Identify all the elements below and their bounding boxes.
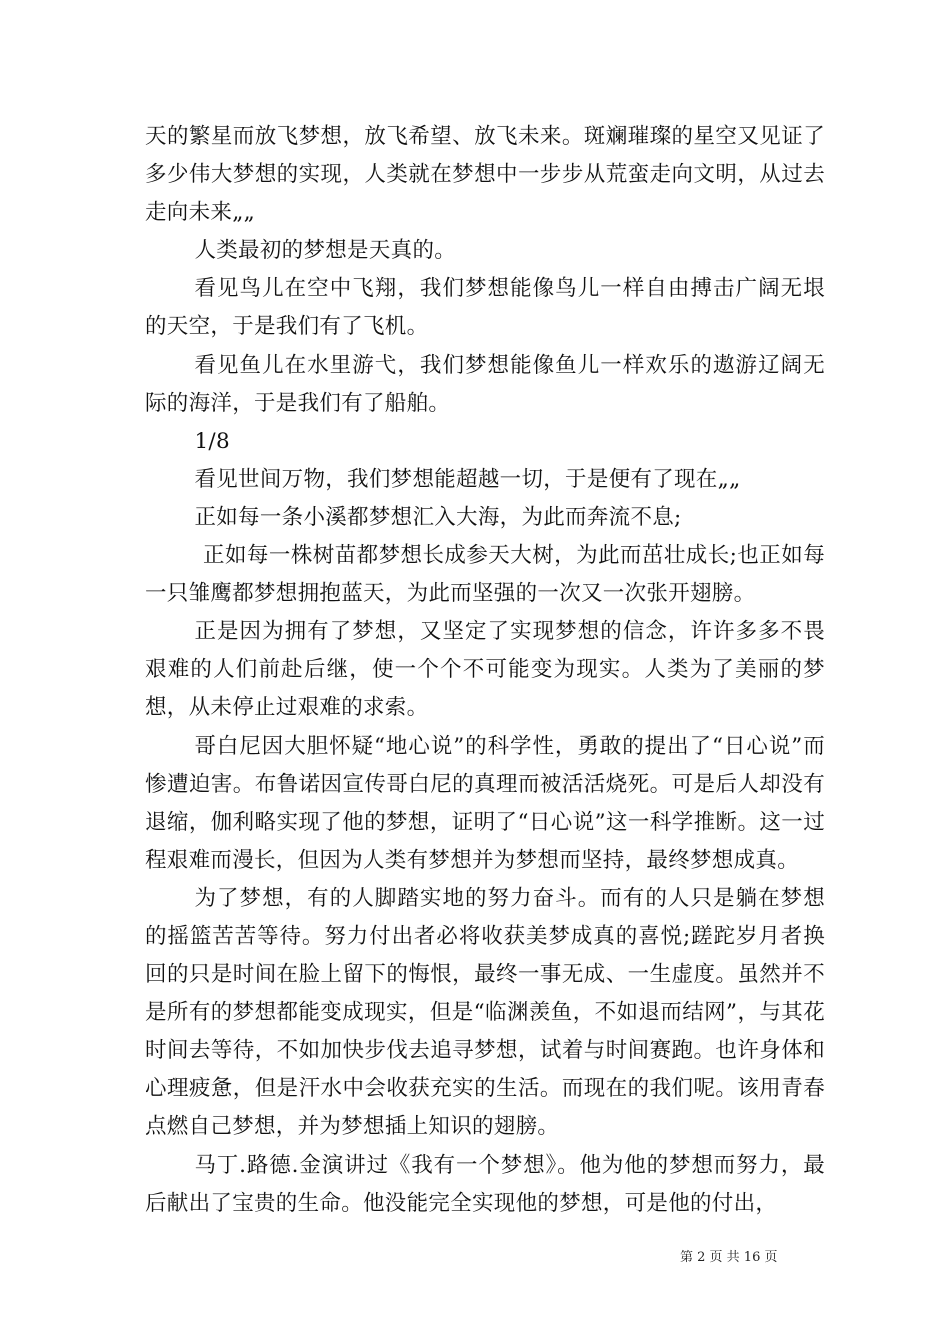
- paragraph-3: 看见鸟儿在空中飞翔，我们梦想能像鸟儿一样自由搏击广阔无垠的天空，于是我们有了飞机。: [145, 276, 825, 340]
- page-marker-text: 1/8: [194, 428, 230, 454]
- paragraph-10: 为了梦想，有的人脚踏实地的努力奋斗。而有的人只是躺在梦想的摇篮苦苦等待。努力付出者必将收获美梦成真的喜悦;蹉跎岁月者换回的只是时间在脸上留下的悔恨，最终一事无成、一生虚度。虽然并不是所有的梦想都能变成现实，但是“临渊羡鱼，不如退而结网”，与其花时间去等待，不如加快步伐去追寻梦想，试着与时间赛跑。也许身体和心理疲惫，但是汗水中会收获充实的生活。而现在的我们呢。该用青春点燃自己梦想，并为梦想插上知识的翅膀。: [145, 885, 825, 1140]
- paragraph-6: 正如每一条小溪都梦想汇入大海，为此而奔流不息;: [194, 504, 682, 530]
- paragraph-1: 天的繁星而放飞梦想，放飞希望、放飞未来。斑斓璀璨的星空又见证了多少伟大梦想的实现，人类就在梦想中一步步从荒蛮走向文明，从过去走向未来„„: [145, 124, 825, 226]
- paragraph-9: 哥白尼因大胆怀疑“地心说”的科学性，勇敢的提出了“日心说”而惨遭迫害。布鲁诺因宣传哥白尼的真理而被活活烧死。可是后人却没有退缩，伽利略实现了他的梦想，证明了“日心说”这一科学推断。这一过程艰难而漫长，但因为人类有梦想并为梦想而坚持，最终梦想成真。: [145, 733, 825, 873]
- paragraph-7: 正如每一株树苗都梦想长成参天大树，为此而茁壮成长;也正如每一只雏鹰都梦想拥抱蓝天，为此而坚强的一次又一次张开翅膀。: [145, 543, 825, 607]
- paragraph-5: 看见世间万物，我们梦想能超越一切，于是便有了现在„„: [194, 466, 741, 492]
- paragraph-11: 马丁.路德.金演讲过《我有一个梦想》。他为他的梦想而努力，最后献出了宝贵的生命。他没能完全实现他的梦想，可是他的付出，: [145, 1152, 825, 1216]
- paragraph-4: 看见鱼儿在水里游弋，我们梦想能像鱼儿一样欢乐的遨游辽阔无际的海洋，于是我们有了船舶。: [145, 352, 825, 416]
- page-number-footer: 第 2 页 共 16 页: [680, 1250, 778, 1265]
- paragraph-8: 正是因为拥有了梦想，又坚定了实现梦想的信念，许许多多不畏艰难的人们前赴后继，使一个个不可能变为现实。人类为了美丽的梦想，从未停止过艰难的求索。: [145, 619, 825, 721]
- document-body: [145, 118, 825, 1223]
- paragraph-2: 人类最初的梦想是天真的。: [194, 238, 457, 264]
